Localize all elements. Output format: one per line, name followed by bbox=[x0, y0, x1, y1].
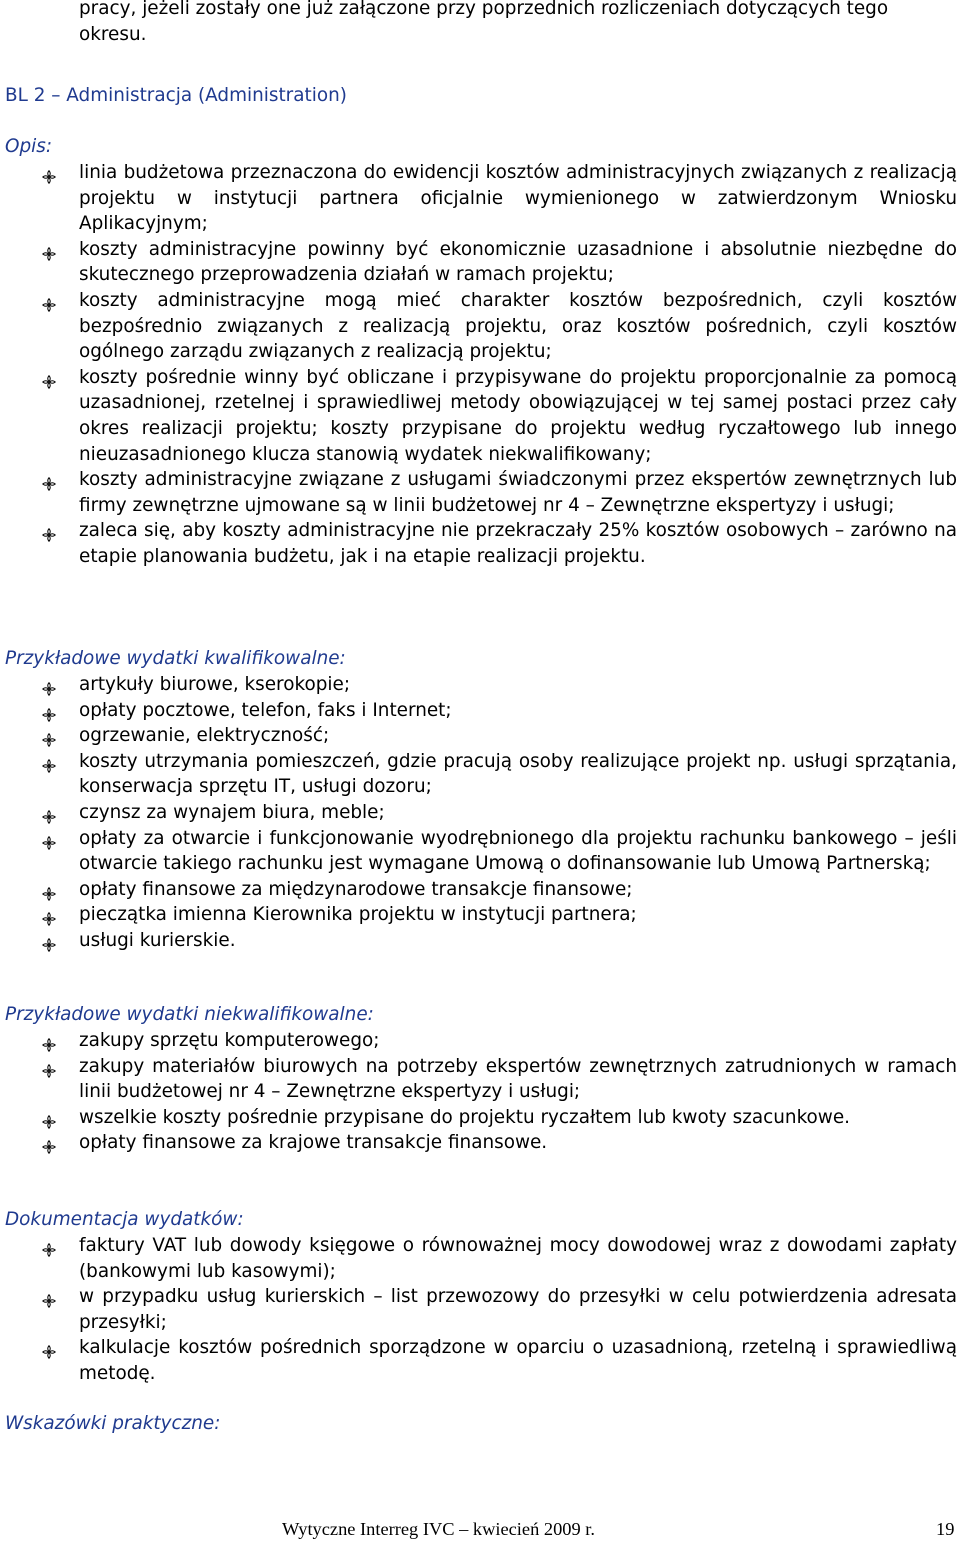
list-item bbox=[0, 1233, 957, 1284]
list-item bbox=[0, 1130, 957, 1156]
niekwalifikowalne-heading: Przykładowe wydatki niekwalifikowalne: bbox=[5, 1004, 374, 1025]
diamond-bullet-icon bbox=[42, 1034, 56, 1048]
list-item bbox=[0, 288, 957, 365]
list-item-text: koszty administracyjne związane z usługami świadczonymi przez ekspertów zewnętrznych lub firmy zewnętrzne ujmowane są w linii budżetowej nr 4 – Zewnętrzne ekspertyzy i usługi; bbox=[79, 469, 957, 516]
list-item-text: usługi kurierskie. bbox=[79, 929, 236, 951]
list-item bbox=[0, 1054, 957, 1105]
list-item bbox=[0, 928, 957, 954]
list-item bbox=[0, 749, 957, 800]
list-item-text: czynsz za wynajem biura, meble; bbox=[79, 801, 385, 823]
list-item bbox=[0, 902, 957, 928]
list-item bbox=[0, 698, 957, 724]
list-item bbox=[0, 826, 957, 877]
list-item bbox=[0, 672, 957, 698]
diamond-bullet-icon bbox=[42, 1060, 56, 1074]
diamond-bullet-icon bbox=[42, 678, 56, 692]
list-item-text: koszty administracyjne powinny być ekonomicznie uzasadnione i absolutnie niezbędne do skutecznego przeprowadzenia działań w ramach projektu; bbox=[79, 238, 957, 286]
list-item-text: koszty utrzymania pomieszczeń, gdzie pracują osoby realizujące projekt np. usługi sprzątania, konserwacja sprzętu IT, usługi dozoru; bbox=[79, 750, 957, 798]
list-item bbox=[0, 1028, 957, 1054]
list-item bbox=[0, 877, 957, 903]
list-item-text: opłaty finansowe za międzynarodowe transakcje finansowe; bbox=[79, 878, 633, 900]
diamond-bullet-icon bbox=[42, 1111, 56, 1125]
list-item-text: wszelkie koszty pośrednie przypisane do projektu ryczałtem lub kwoty szacunkowe. bbox=[79, 1106, 851, 1128]
diamond-bullet-icon bbox=[42, 473, 56, 487]
diamond-bullet-icon bbox=[42, 934, 56, 948]
list-item-text: koszty administracyjne mogą mieć charakter kosztów bezpośrednich, czyli kosztów bezpośrednio związanych z realizacją projektu, oraz kosztów pośrednich, czyli kosztów ogólnego zarządu związanych z realizacją projektu; bbox=[79, 289, 957, 363]
wskazowki-heading: Wskazówki praktyczne: bbox=[5, 1413, 221, 1434]
diamond-bullet-icon bbox=[42, 166, 56, 180]
diamond-bullet-icon bbox=[42, 704, 56, 718]
list-item-text: w przypadku usług kurierskich – list przewozowy do przesyłki w celu potwierdzenia adresata przesyłki; bbox=[79, 1286, 957, 1333]
list-item-text: linia budżetowa przeznaczona do ewidencji kosztów administracyjnych związanych z realizacją projektu w instytucji partnera oficjalnie wymienionego w zatwierdzonym Wniosku Aplikacyjnym; bbox=[79, 162, 957, 235]
list-item-text: koszty pośrednie winny być obliczane i przypisywane do projektu proporcjonalnie za pomocą uzasadnionej, rzetelnej i sprawiedliwej metody obowiązującej w tej samej postaci przez cały okres realizacji projektu; koszty przypisane do projektu według ryczałtowego lub innego nieuzasadnionego klucza stanowią wydatek niekwalifikowany; bbox=[79, 366, 957, 465]
list-item bbox=[0, 160, 957, 237]
list-item-text: artykuły biurowe, kserokopie; bbox=[79, 674, 351, 695]
list-item-text: opłaty za otwarcie i funkcjonowanie wyodrębnionego dla projektu rachunku bankowego – jeśli otwarcie takiego rachunku jest wymagane Umową o dofinansowanie lub Umową Partnerską; bbox=[79, 827, 957, 875]
list-item bbox=[0, 518, 957, 569]
diamond-bullet-icon bbox=[42, 806, 56, 820]
list-item bbox=[0, 800, 957, 826]
dokumentacja-heading: Dokumentacja wydatków: bbox=[5, 1209, 244, 1230]
opis-list bbox=[0, 160, 957, 570]
dokumentacja-list bbox=[0, 1233, 957, 1387]
list-item-text: ogrzewanie, elektryczność; bbox=[79, 725, 330, 747]
list-item bbox=[0, 237, 957, 288]
footer-text: Wytyczne Interreg IVC – kwiecień 2009 r. bbox=[282, 1519, 595, 1539]
list-item-text: zakupy materiałów biurowych na potrzeby ekspertów zewnętrznych zatrudnionych w ramach linii budżetowej nr 4 – Zewnętrzne ekspertyzy i usługi; bbox=[79, 1055, 957, 1103]
diamond-bullet-icon bbox=[42, 294, 56, 308]
kwalifikowalne-heading: Przykładowe wydatki kwalifikowalne: bbox=[5, 648, 346, 669]
page-number: 19 bbox=[936, 1519, 955, 1539]
list-item bbox=[0, 723, 957, 749]
diamond-bullet-icon bbox=[42, 729, 56, 743]
list-item-text: opłaty pocztowe, telefon, faks i Internet; bbox=[79, 699, 452, 721]
diamond-bullet-icon bbox=[42, 524, 56, 538]
diamond-bullet-icon bbox=[42, 371, 56, 385]
list-item-text: zaleca się, aby koszty administracyjne nie przekraczały 25% kosztów osobowych – zarówno na etapie planowania budżetu, jak i na etapie realizacji projektu. bbox=[79, 520, 957, 567]
list-item bbox=[0, 1105, 957, 1131]
diamond-bullet-icon bbox=[42, 1341, 56, 1355]
diamond-bullet-icon bbox=[42, 1239, 56, 1253]
diamond-bullet-icon bbox=[42, 243, 56, 257]
list-item bbox=[0, 365, 957, 467]
list-item-text: kalkulacje kosztów pośrednich sporządzone w oparciu o uzasadnioną, rzetelną i sprawiedliwą metodę. bbox=[79, 1337, 957, 1384]
intro-paragraph: pracy, jeżeli zostały one już załączone przy poprzednich rozliczeniach dotyczących tego okresu. bbox=[79, 0, 889, 45]
diamond-bullet-icon bbox=[42, 908, 56, 922]
opis-heading: Opis: bbox=[5, 136, 53, 157]
list-item-text: faktury VAT lub dowody księgowe o równoważnej mocy dowodowej wraz z dowodami zapłaty (bankowymi lub kasowymi); bbox=[79, 1235, 957, 1282]
niekwalifikowalne-list bbox=[0, 1028, 957, 1156]
section-title: BL 2 – Administracja (Administration) bbox=[5, 85, 347, 106]
diamond-bullet-icon bbox=[42, 1136, 56, 1150]
list-item bbox=[0, 1284, 957, 1335]
list-item bbox=[0, 467, 957, 518]
kwalifikowalne-list bbox=[0, 672, 957, 954]
list-item-text: zakupy sprzętu komputerowego; bbox=[79, 1030, 380, 1051]
list-item-text: pieczątka imienna Kierownika projektu w instytucji partnera; bbox=[79, 904, 637, 926]
list-item bbox=[0, 1335, 957, 1386]
diamond-bullet-icon bbox=[42, 1290, 56, 1304]
diamond-bullet-icon bbox=[42, 883, 56, 897]
diamond-bullet-icon bbox=[42, 755, 56, 769]
list-item-text: opłaty finansowe za krajowe transakcje finansowe. bbox=[79, 1132, 548, 1154]
diamond-bullet-icon bbox=[42, 832, 56, 846]
